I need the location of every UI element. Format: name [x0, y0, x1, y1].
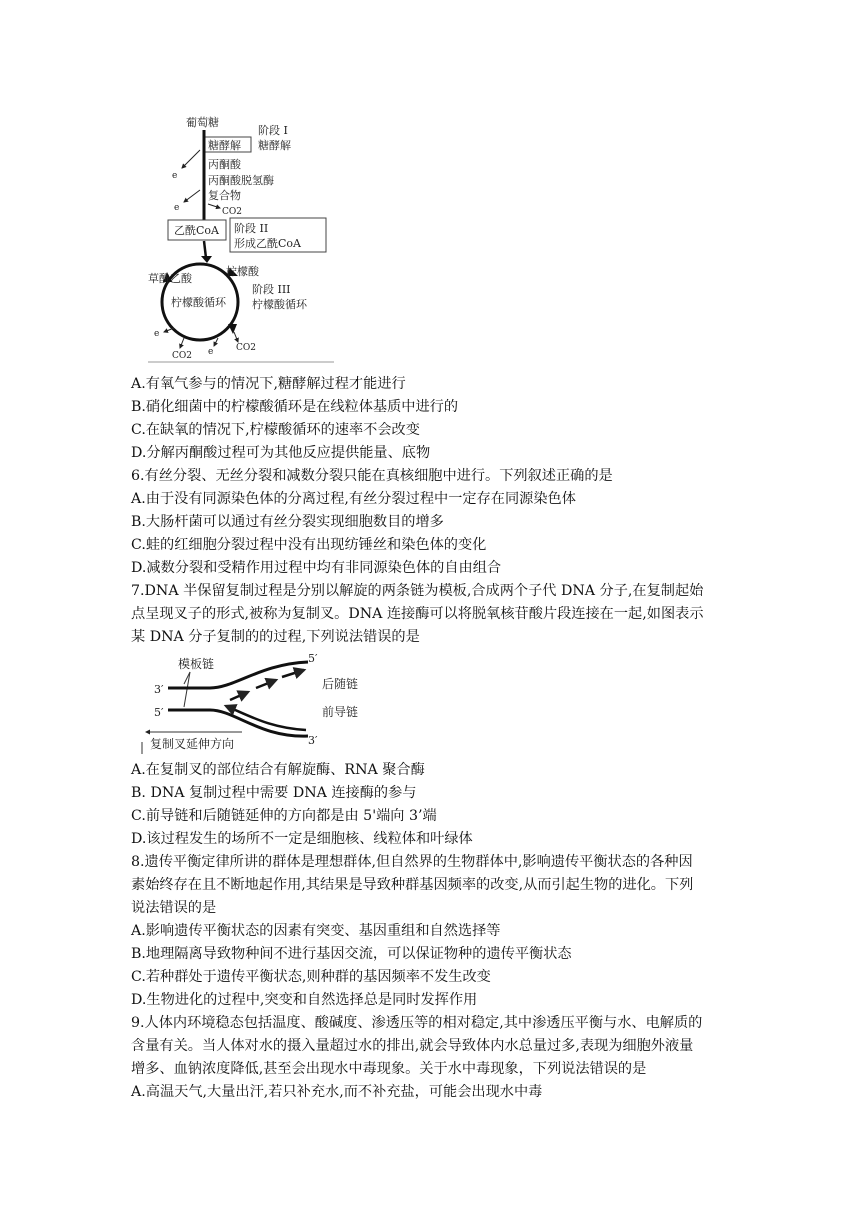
template-strand-label: 模板链: [178, 657, 215, 671]
cycle-arrowhead-2: [228, 324, 237, 334]
stage2-title: 阶段 II: [234, 222, 269, 235]
text-line: A.有氧气参与的情况下,糖酵解过程才能进行: [131, 376, 406, 392]
replication-fork-diagram: [140, 650, 364, 754]
text-line: 某 DNA 分子复制的的过程,下列说法错误的是: [131, 629, 420, 645]
direction-label: 复制叉延伸方向: [150, 737, 235, 751]
text-line: 6.有丝分裂、无丝分裂和减数分裂只能在真核细胞中进行。下列叙述正确的是: [131, 468, 613, 484]
lagging-strand-label: 后随链: [322, 677, 359, 691]
text-line: 增多、血钠浓度降低,甚至会出现水中毒现象。关于水中毒现象，下列说法错误的是: [131, 1061, 647, 1077]
okazaki-fragment-1: [230, 692, 248, 700]
electron-arrow-1: [182, 150, 200, 168]
stage3-name: 柠檬酸循环: [252, 298, 307, 311]
text-line: C.若种群处于遗传平衡状态,则种群的基因频率不发生改变: [131, 969, 491, 985]
acetylcoa-to-cycle-arrowhead: [201, 256, 212, 263]
end-5-top: 5′: [308, 652, 318, 665]
text-line: A.由于没有同源染色体的分离过程,有丝分裂过程中一定存在同源染色体: [131, 491, 576, 507]
stage1-title: 阶段 I: [258, 124, 288, 137]
text-line: 含量有关。当人体对水的摄入量超过水的排出,就会导致体内水总量过多,表现为细胞外液量: [131, 1038, 694, 1054]
co2-arrow-3: [234, 332, 238, 342]
stage1-name: 糖酵解: [258, 139, 291, 152]
co2-label-3: CO2: [236, 343, 256, 353]
acetylcoa-to-cycle-line: [204, 241, 206, 258]
text-line: D.该过程发生的场所不一定是细胞核、线粒体和叶绿体: [131, 831, 473, 847]
text-line: 素始终存在且不断地起作用,其结果是导致种群基因频率的改变,从而引起生物的进化。下列: [131, 877, 694, 893]
electron-label-1: e: [172, 171, 178, 181]
co2-label-2: CO2: [172, 351, 192, 361]
end-3-left: 3′: [154, 683, 164, 696]
complex-label-line1: 丙酮酸脱氢酶: [208, 174, 274, 187]
text-line: C.前导链和后随链延伸的方向都是由 5'端向 3’端: [131, 808, 437, 824]
stage3-title: 阶段 III: [252, 283, 291, 296]
text-line: D.分解丙酮酸过程可为其他反应提供能量、底物: [131, 445, 431, 461]
text-line: B.地理隔离导致物种间不进行基因交流，可以保证物种的遗传平衡状态: [131, 946, 572, 962]
glucose-label: 葡萄糖: [186, 116, 219, 129]
text-line: C.在缺氧的情况下,柠檬酸循环的速率不会改变: [131, 422, 420, 438]
text-line: 7.DNA 半保留复制过程是分别以解旋的两条链为模板,合成两个子代 DNA 分子,在复制起始: [131, 583, 704, 599]
respiration-diagram: [138, 110, 338, 368]
end-5-left: 5′: [154, 706, 164, 719]
text-line: 说法错误的是: [131, 900, 217, 916]
oxaloacetate-label: 草酰乙酸: [148, 272, 192, 285]
electron-arrow-4: [214, 338, 218, 346]
respiration-diagram-svg: [138, 110, 338, 368]
co2-arrow-1: [208, 204, 220, 208]
text-line: D.生物进化的过程中,突变和自然选择总是同时发挥作用: [131, 992, 478, 1008]
cycle-center-label: 柠檬酸循环: [171, 296, 226, 309]
text-line: B. DNA 复制过程中需要 DNA 连接酶的参与: [131, 785, 417, 801]
leading-strand-label: 前导链: [322, 705, 359, 719]
text-line: B.硝化细菌中的柠檬酸循环是在线粒体基质中进行的: [131, 399, 459, 415]
text-line: B.大肠杆菌可以通过有丝分裂实现细胞数目的增多: [131, 514, 444, 530]
text-line: A.在复制叉的部位结合有解旋酶、RNA 聚合酶: [131, 762, 425, 778]
text-line: 8.遗传平衡定律所讲的群体是理想群体,但自然界的生物群体中,影响遗传平衡状态的各种因: [131, 854, 693, 870]
replication-fork-svg: [140, 650, 364, 754]
okazaki-fragment-3: [282, 670, 304, 677]
text-line: 9.人体内环境稳态包括温度、酸碱度、渗透压等的相对稳定,其中渗透压平衡与水、电解质的: [131, 1015, 703, 1031]
electron-label-3: e: [154, 329, 160, 339]
co2-arrow-2: [180, 338, 184, 348]
end-3-bottom: 3′: [308, 734, 318, 747]
electron-label-4: e: [208, 347, 214, 357]
electron-label-2: e: [174, 203, 180, 213]
glycolysis-box-label: 糖酵解: [208, 139, 241, 152]
co2-label-1: CO2: [222, 207, 242, 217]
text-line: D.减数分裂和受精作用过程中均有非同源染色体的自由组合: [131, 560, 502, 576]
pyruvate-label: 丙酮酸: [208, 158, 241, 171]
text-line: C.蛙的红细胞分裂过程中没有出现纺锤丝和染色体的变化: [131, 537, 487, 553]
text-line: A.影响遗传平衡状态的因素有突变、基因重组和自然选择等: [131, 923, 501, 939]
electron-arrow-2: [184, 190, 200, 202]
text-line: 点呈现叉子的形式,被称为复制叉。DNA 连接酶可以将脱氧核苷酸片段连接在一起,如图表示: [131, 606, 704, 622]
okazaki-fragment-2: [256, 680, 276, 688]
complex-label-line2: 复合物: [208, 189, 241, 202]
citrate-label: 柠檬酸: [226, 265, 259, 278]
text-line: A.高温天气,大量出汗,若只补充水,而不补充盐，可能会出现水中毒: [131, 1084, 543, 1100]
stage2-name: 形成乙酰CoA: [234, 237, 301, 250]
acetylcoa-label: 乙酰CoA: [174, 224, 219, 237]
